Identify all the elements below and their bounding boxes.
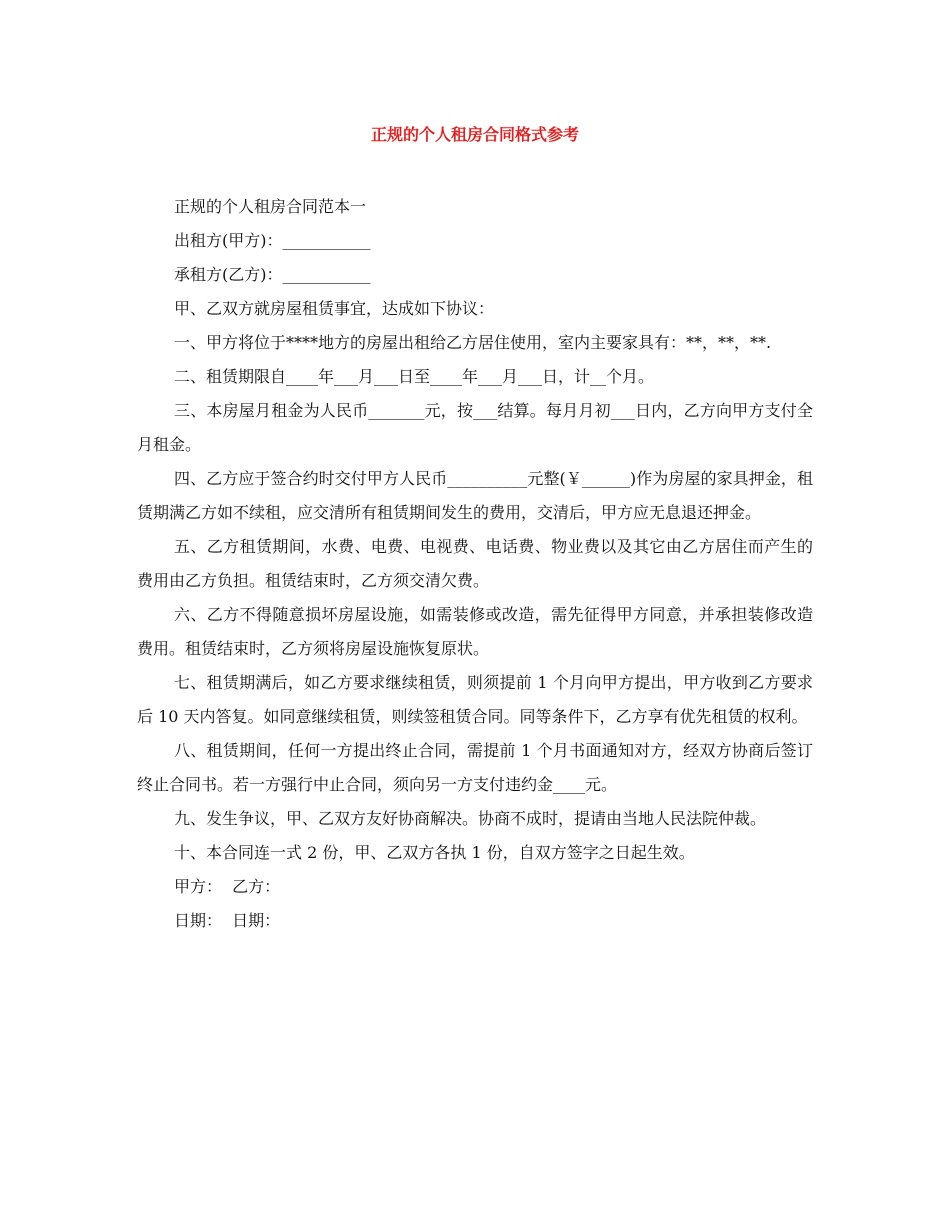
- paragraph-lessor-line: 出租方(甲方)：___________: [174, 231, 371, 250]
- paragraph-clause-1: 一、甲方将位于****地方的房屋出租给乙方居住使用，室内主要家具有：**，**，**.: [174, 333, 772, 352]
- paragraph-lessee-line: 承租方(乙方)：___________: [174, 265, 371, 284]
- document-body: [0, 190, 950, 938]
- paragraph-clause-4: 四、乙方应于签合约时交付甲方人民币__________元整(￥______)作为房屋的家具押金，租赁期满乙方如不续租，应交清所有租赁期间发生的费用，交清后，甲方应无息退还押金。: [137, 469, 813, 522]
- paragraph-clause-6: 六、乙方不得随意损坏房屋设施，如需装修或改造，需先征得甲方同意，并承担装修改造费用。租赁结束时，乙方须将房屋设施恢复原状。: [137, 605, 813, 658]
- document-title: 正规的个人租房合同格式参考: [370, 125, 579, 144]
- paragraph-clause-3: 三、本房屋月租金为人民币_______元，按___结算。每月月初___日内，乙方向甲方支付全月租金。: [137, 401, 813, 454]
- paragraph-signatures: 甲方： 乙方：: [174, 877, 281, 896]
- paragraph-clause-9: 九、发生争议，甲、乙双方友好协商解决。协商不成时，提请由当地人民法院仲裁。: [174, 809, 767, 828]
- paragraph-clause-7: 七、租赁期满后，如乙方要求继续租赁，则须提前 1 个月向甲方提出，甲方收到乙方要求后 10 天内答复。如同意继续租赁，则续签租赁合同。同等条件下，乙方享有优先租赁的权利。: [137, 673, 813, 726]
- paragraph-dates: 日期： 日期：: [174, 911, 281, 930]
- paragraph-agreement-intro: 甲、乙双方就房屋租赁事宜，达成如下协议：: [174, 299, 495, 318]
- paragraph-clause-2: 二、租赁期限自____年___月___日至____年___月___日，计__个月。: [174, 367, 655, 386]
- paragraph-template-heading: 正规的个人租房合同范本一: [174, 197, 367, 216]
- paragraph-clause-8: 八、租赁期间，任何一方提出终止合同，需提前 1 个月书面通知对方，经双方协商后签订终止合同书。若一方强行中止合同，须向另一方支付违约金____元。: [137, 741, 813, 794]
- paragraph-clause-5: 五、乙方租赁期间，水费、电费、电视费、电话费、物业费以及其它由乙方居住而产生的费用由乙方负担。租赁结束时，乙方须交清欠费。: [137, 537, 813, 590]
- paragraph-clause-10: 十、本合同连一式 2 份，甲、乙双方各执 1 份，自双方签字之日起生效。: [174, 843, 695, 862]
